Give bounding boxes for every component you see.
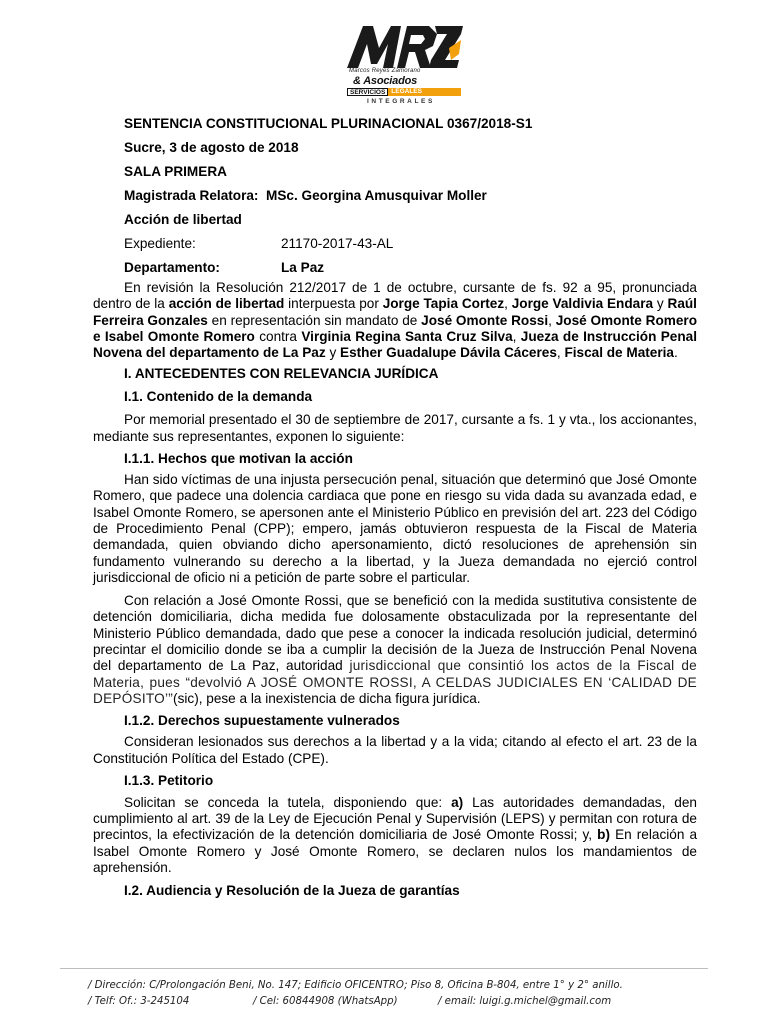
text-run: Solicitan se conceda la tutela, disponiendo que: <box>124 794 452 810</box>
sala: SALA PRIMERA <box>124 164 227 179</box>
text-run: En revisión la Resolución 212/2017 de 1 de octubre, cursante de fs. 92 a 95, pronunciada dentro de la <box>93 280 697 312</box>
paragraph-intro <box>93 280 697 361</box>
bold-run: Virginia Regina Santa Cruz Silva <box>301 328 513 344</box>
text-run: y <box>325 345 341 361</box>
text-run: , <box>556 345 565 361</box>
text-run: (sic), pese a la inexistencia de dicha figura jurídica. <box>173 690 481 706</box>
bold-run: José Omonte Romero e Isabel Omonte Romero <box>93 312 698 344</box>
text-run: , <box>548 312 556 328</box>
bold-run: b) <box>597 827 610 843</box>
footer-email[interactable]: / email: luigi.g.michel@gmail.com <box>438 996 612 1007</box>
logo-band-right: LEGALES <box>388 88 461 96</box>
text-run: contra <box>254 328 302 344</box>
logo-tagline: Marcos Reyes Zamorano <box>349 68 421 74</box>
footer <box>88 978 708 1010</box>
bold-run: Jueza de Instrucción Penal Novena del departamento de La Paz <box>93 328 697 361</box>
logo-associates: & Asociados <box>353 75 418 87</box>
document-title: SENTENCIA CONSTITUCIONAL PLURINACIONAL 0367/2018-S1 <box>124 116 533 131</box>
bold-run: acción de libertad <box>168 296 285 312</box>
document-date: Sucre, 3 de agosto de 2018 <box>124 140 299 155</box>
magistrada-label: Magistrada Relatora: <box>124 188 259 203</box>
departamento-label: Departamento: <box>124 260 220 275</box>
section-heading-I11: I.1.1. Hechos que motivan la acción <box>124 451 353 467</box>
text-run: , <box>504 296 512 312</box>
footer-divider <box>60 968 708 969</box>
section-heading-I2: I.2. Audiencia y Resolución de la Jueza de garantías <box>124 883 460 899</box>
text-run: . <box>674 345 678 361</box>
company-logo <box>345 22 465 105</box>
text-run: , <box>512 328 521 344</box>
paragraph-hechos: Han sido víctimas de una injusta persecución penal, situación que determinó que José Omonte Romero, que padece una dolencia cardiaca que pone en riesgo su vida dada su avanzada edad, e Isabel Omonte Romero, se apersonen ante el Ministerio Público en previsión del art. 223 del Código de Procedimiento Penal (CPP); empero, jamás obtuvieron respuesta de la Fiscal de Materia demandada, quien obviando dicho apersonamiento, dictó resoluciones de aprehensión sin fundamento vulnerando su derecho a la libertad, y la Jueza demandada no ejerció control jurisdiccional de oficio ni a petición de parte sobre el particular. <box>93 472 697 585</box>
paragraph-petitorio <box>93 795 697 876</box>
section-heading-I1: I.1. Contenido de la demanda <box>124 389 313 405</box>
bold-run: Fiscal de Materia <box>564 345 674 361</box>
paragraph-memorial: Por memorial presentado el 30 de septiembre de 2017, cursante a fs. 1 y vta., los accionantes, mediante sus representantes, exponen lo siguiente: <box>93 412 697 444</box>
mrz-logo-mark <box>345 22 465 70</box>
section-heading-I13: I.1.3. Petitorio <box>124 772 214 788</box>
paragraph-rossi <box>93 593 697 707</box>
logo-band <box>347 88 461 96</box>
bold-run: José Omonte Rossi <box>421 312 549 328</box>
departamento-value: La Paz <box>281 260 325 275</box>
footer-cel: / Cel: 60844908 (WhatsApp) <box>253 996 398 1007</box>
text-run: Las autoridades demandadas, den cumplimiento al art. 39 de la Ley de Ejecución Penal y Supervisión (LEPS) y permitan con rotura de precintos, la efectivización de la detención domiciliaria de José Omonte Rossi; y, <box>93 794 697 843</box>
text-run: en representación sin mandato de <box>207 312 422 328</box>
magistrada-value: MSc. Georgina Amusquivar Moller <box>266 188 487 203</box>
accion-line: Acción de libertad <box>124 212 242 227</box>
text-run: En relación a Isabel Omonte Romero y José Omonte Romero, se declaren nulos los mandamientos de aprehensión. <box>93 827 698 876</box>
bold-run: Jorge Valdivia Endara <box>511 296 654 312</box>
section-heading-I12: I.1.2. Derechos supuestamente vulnerados <box>124 713 400 729</box>
magistrada-line <box>93 188 697 204</box>
text-run: Con relación a José Omonte Rossi, que se benefició con la medida sustitutiva consistente de detención domiciliaria, dicha medida fue dolosamente obstaculizada por la representante del Ministerio Público demandada, dado que pese a conocer la indicada resolución judicial, determinó precintar el domicilio donde se iba a cumplir la decisión de la Jueza de Instrucción Penal Novena del departamento de La Paz, autoridad <box>93 593 697 674</box>
departamento-row <box>93 260 697 276</box>
quoted-text-run: jurisdiccional que consintió los actos de la Fiscal de Materia, pues “devolvió A JOSÉ OMONTE ROSSI, A CELDAS JUDICIALES EN ‘CALIDAD DE DEPÓSITO’” <box>93 658 697 706</box>
section-heading-I: I. ANTECEDENTES CON RELEVANCIA JURÍDICA <box>124 366 439 382</box>
footer-address: / Dirección: C/Prolongación Beni, No. 147; Edificio OFICENTRO; Piso 8, Oficina B-804, entre 1° y 2° anillo. <box>88 980 623 991</box>
expediente-row <box>93 236 697 252</box>
text-run: interpuesta por <box>284 296 383 312</box>
bold-run: Raúl Ferreira Gonzales <box>93 296 697 328</box>
footer-phone: / Telf: Of.: 3-245104 <box>88 996 190 1007</box>
footer-contacts <box>88 994 708 1010</box>
expediente-label: Expediente: <box>124 236 196 251</box>
logo-band-left: SERVICIOS <box>347 88 388 96</box>
logo-integrales: INTEGRALES <box>367 98 435 105</box>
paragraph-derechos: Consideran lesionados sus derechos a la libertad y a la vida; citando al efecto el art. 23 de la Constitución Política del Estado (CPE). <box>93 734 697 766</box>
bold-run: Esther Guadalupe Dávila Cáceres <box>340 345 557 361</box>
expediente-value: 21170-2017-43-AL <box>281 236 394 251</box>
bold-run: a) <box>451 794 464 810</box>
document-body <box>93 116 697 899</box>
bold-run: Jorge Tapia Cortez <box>382 296 505 312</box>
text-run: y <box>653 296 668 312</box>
